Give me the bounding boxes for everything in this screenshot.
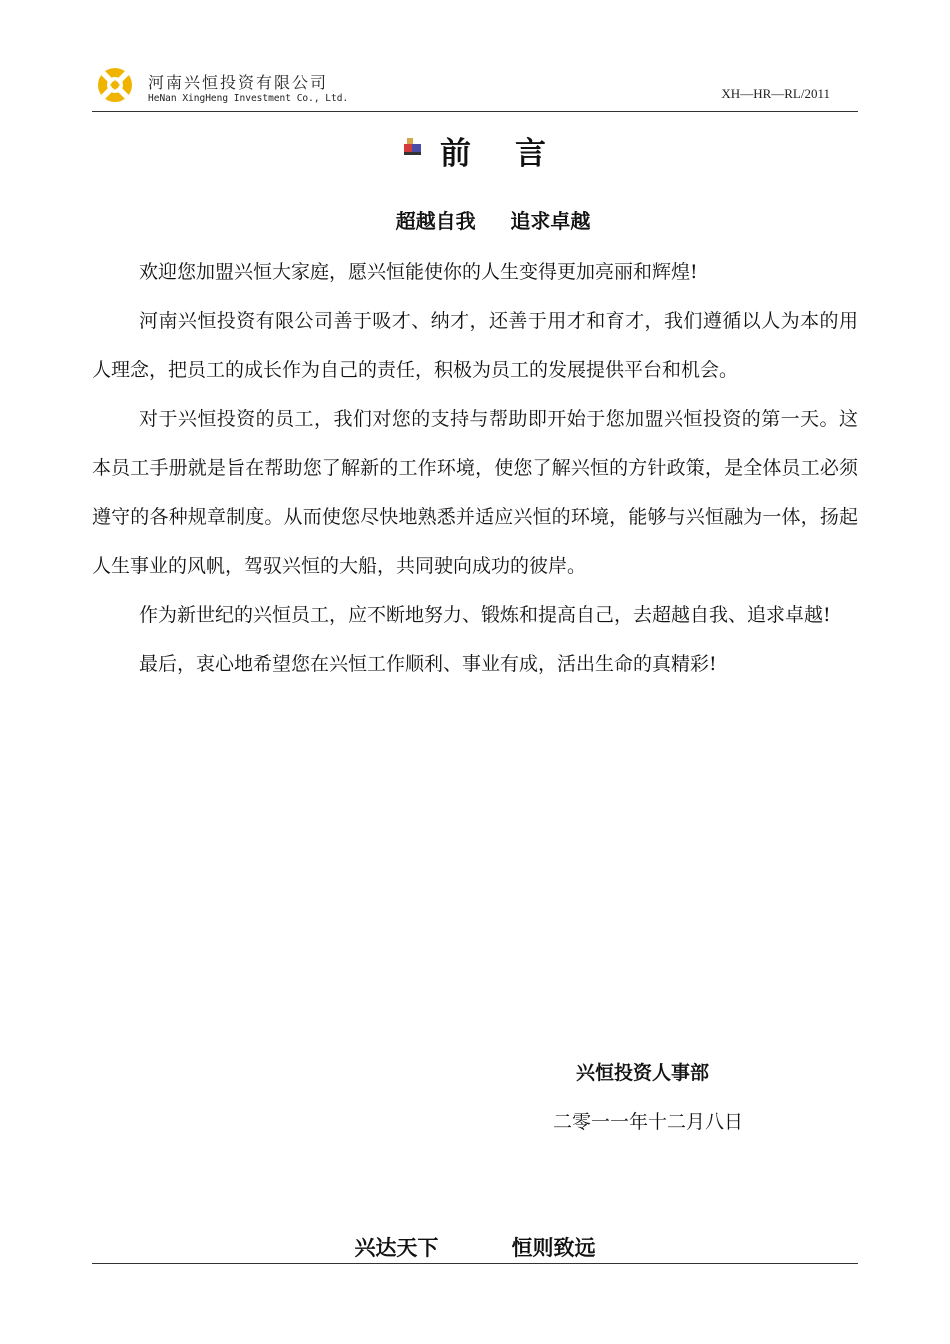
company-name-cn: 河南兴恒投资有限公司: [148, 73, 329, 92]
preface-body: [92, 248, 858, 689]
company-name-en: HeNan XingHeng Investment Co., Ltd.: [148, 93, 349, 104]
square-bullet-icon: [404, 138, 422, 156]
document-code: XH—HR—RL/2011: [721, 86, 830, 101]
paragraph-3: 对于兴恒投资的员工，我们对您的支持与帮助即开始于您加盟兴恒投资的第一天。这本员工手册就是旨在帮助您了解新的工作环境，使您了解兴恒的方针政策，是全体员工必须遵守的各种规章制度。从而使您尽快地熟悉并适应兴恒的环境，能够与兴恒融为一体，扬起人生事业的风帆，驾驭兴恒的大船，共同驶向成功的彼岸。: [92, 408, 858, 577]
paragraph-2: 河南兴恒投资有限公司善于吸才、纳才，还善于用才和育才，我们遵循以人为本的用人理念，把员工的成长作为自己的责任，积极为员工的发展提供平台和机会。: [92, 310, 858, 381]
header-divider: [92, 111, 858, 112]
paragraph-5: 最后，衷心地希望您在兴恒工作顺利、事业有成，活出生命的真精彩!: [139, 653, 717, 675]
footer-motto: 兴达天下 恒则致远: [354, 1235, 596, 1260]
company-logo-icon: [98, 68, 132, 102]
page-header: [92, 60, 858, 112]
paragraph-4: 作为新世纪的兴恒员工，应不断地努力、锻炼和提高自己，去超越自我、追求卓越!: [139, 604, 831, 626]
footer-divider: [92, 1263, 858, 1264]
paragraph-1: 欢迎您加盟兴恒大家庭，愿兴恒能使你的人生变得更加亮丽和辉煌!: [139, 261, 698, 283]
slogan-subtitle: 超越自我 追求卓越: [395, 209, 591, 233]
title-text: 前言: [440, 136, 590, 172]
department-text: 兴恒投资人事部: [576, 1062, 710, 1084]
date-text: 二零一一年十二月八日: [553, 1111, 744, 1133]
page-title: [0, 128, 950, 178]
